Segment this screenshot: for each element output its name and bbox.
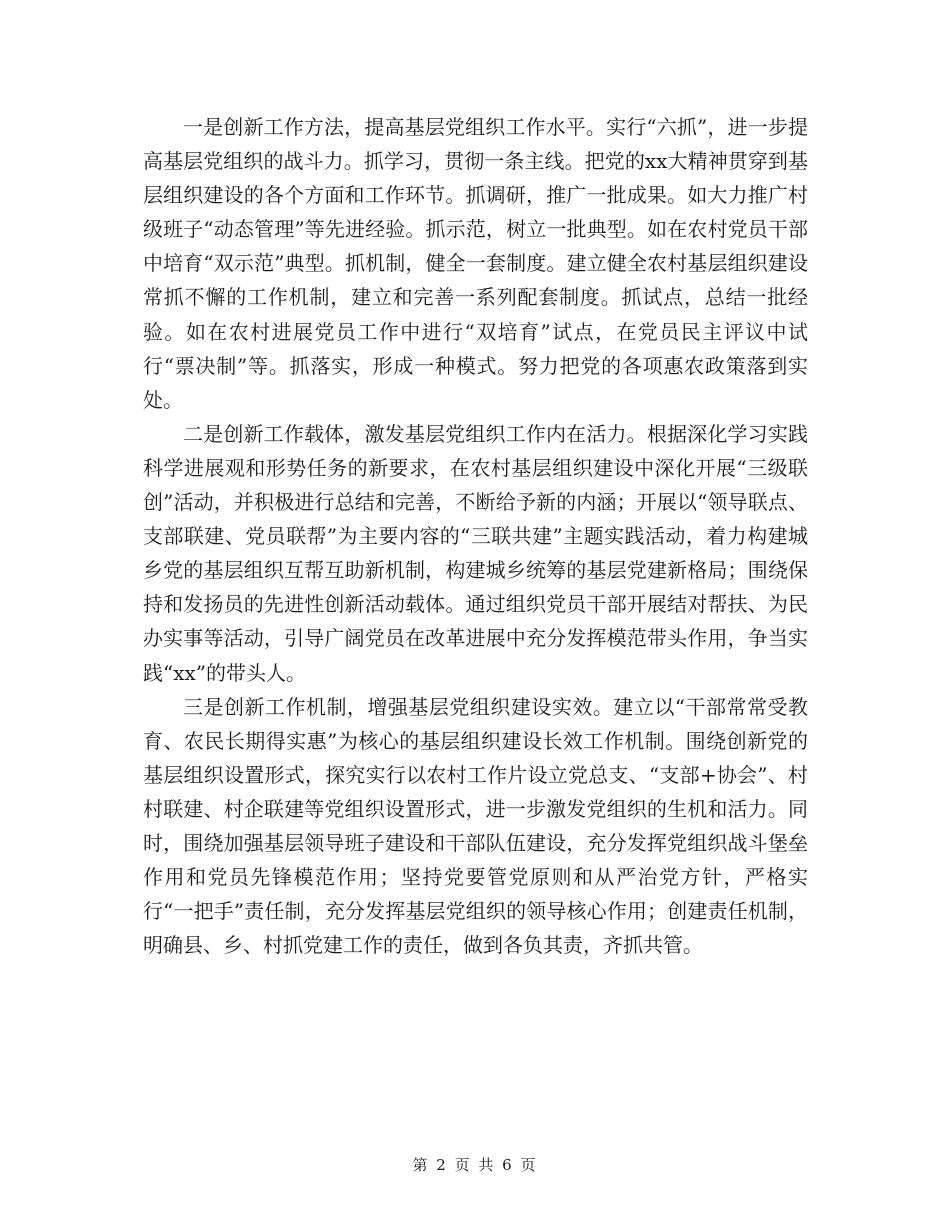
paragraph-1: 一是创新工作方法，提高基层党组织工作水平。实行“六抓”，进一步提高基层党组织的战斗力。抓学习，贯彻一条主线。把党的xx大精神贯穿到基层组织建设的各个方面和工作环节。抓调研，推广一批成果。如大力推广村级班子“动态管理”等先进经验。抓示范，树立一批典型。如在农村党员干部中培育“双示范”典型。抓机制，健全一套制度。建立健全农村基层组织建设常抓不懈的工作机制，建立和完善一系列配套制度。抓试点，总结一批经验。如在农村进展党员工作中进行“双培育”试点，在党员民主评议中试行“票决制”等。抓落实，形成一种模式。努力把党的各项惠农政策落到实处。: [143, 115, 808, 412]
paragraph-3: 三是创新工作机制，增强基层党组织建设实效。建立以“干部常常受教育、农民长期得实惠”为核心的基层组织建设长效工作机制。围绕创新党的基层组织设置形式，探究实行以农村工作片设立党总支、“支部+协会”、村村联建、村企联建等党组织设置形式，进一步激发党组织的生机和活力。同时，围绕加强基层领导班子建设和干部队伍建设，充分发挥党组织战斗堡垒作用和党员先锋模范作用；坚持党要管党原则和从严治党方针，严格实行“一把手”责任制，充分发挥基层党组织的领导核心作用；创建责任机制，明确县、乡、村抓党建工作的责任，做到各负其责，齐抓共管。: [143, 694, 808, 958]
document-body: [143, 110, 808, 962]
page-number-footer: 第 2 页 共 6 页: [412, 1156, 538, 1174]
paragraph-2: 二是创新工作载体，激发基层党组织工作内在活力。根据深化学习实践科学进展观和形势任务的新要求，在农村基层组织建设中深化开展“三级联创”活动，并积极进行总结和完善，不断给予新的内涵；开展以“领导联点、支部联建、党员联帮”为主要内容的“三联共建”主题实践活动，着力构建城乡党的基层组织互帮互助新机制，构建城乡统筹的基层党建新格局；围绕保持和发扬员的先进性创新活动载体。通过组织党员干部开展结对帮扶、为民办实事等活动，引导广阔党员在改革进展中充分发挥模范带头作用，争当实践“xx”的带头人。: [143, 421, 808, 685]
